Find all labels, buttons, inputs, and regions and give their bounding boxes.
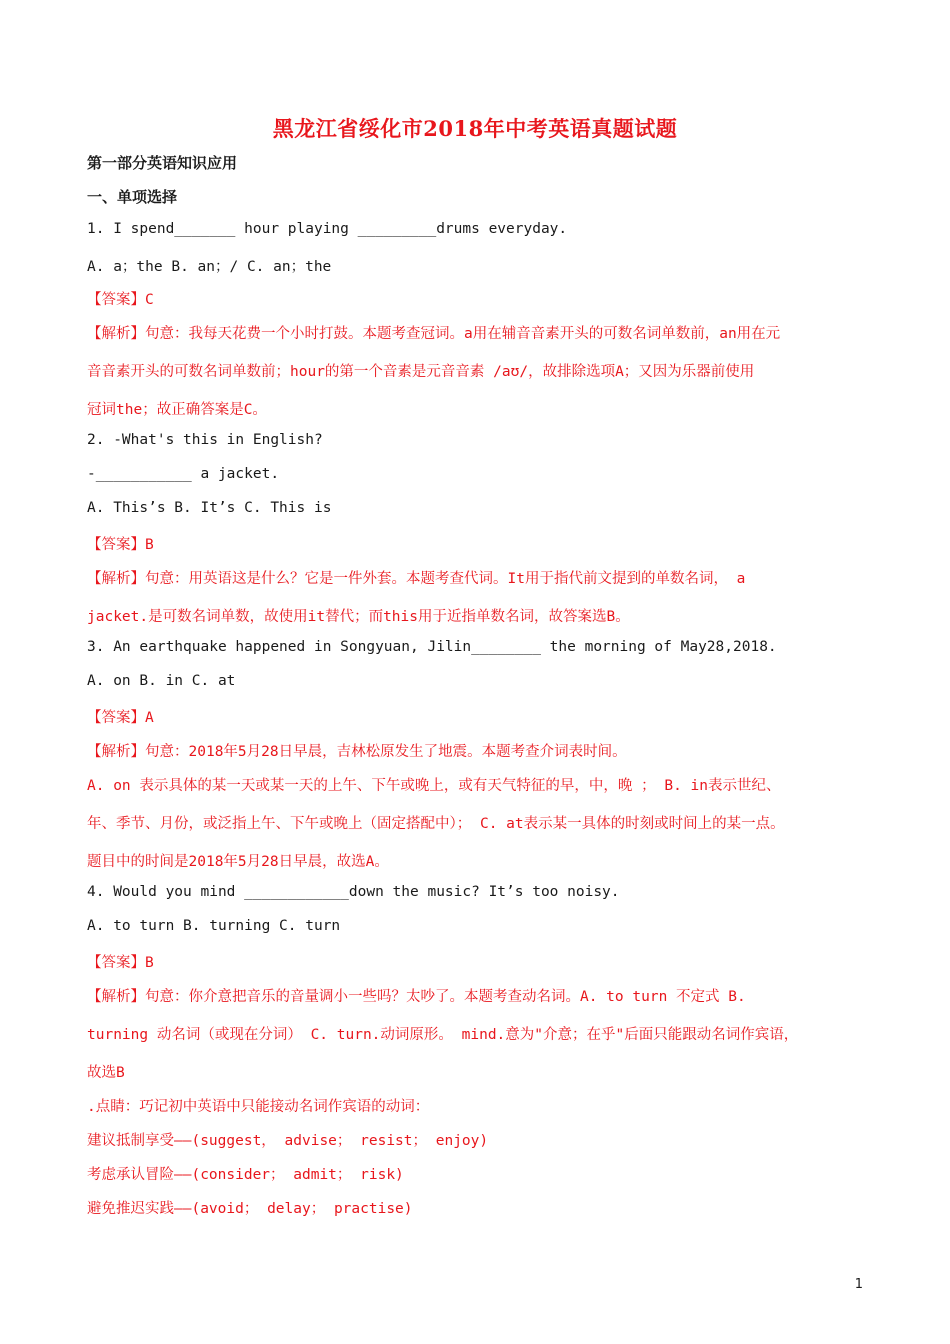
q1-options: A. a；the B. an；/ C. an；the [87,259,332,275]
q3-analysis-line1: 【解析】句意：2018年5月28日早晨，吉林松原发生了地震。本题考查介词表时间。 [87,744,627,760]
q4-analysis-line1: 【解析】句意：你介意把音乐的音量调小一些吗？太吵了。本题考查动名词。A. to turn 不定式 B. [87,989,746,1005]
q3-analysis-line4: 题目中的时间是2018年5月28日早晨，故选A。 [87,854,389,870]
document-title: 黑龙江省绥化市2018年中考英语真题试题 [272,116,678,141]
q4-tip-heading: .点睛：巧记初中英语中只能接动名词作宾语的动词： [87,1099,430,1115]
part-heading: 第一部分英语知识应用 [87,154,238,172]
q3-stem: 3. An earthquake happened in Songyuan, Jilin________ the morning of May28,2018. [87,639,777,655]
q3-analysis-line3: 年、季节、月份，或泛指上午、下午或晚上（固定搭配中）； C. at表示某一具体的时刻或时间上的某一点。 [87,816,785,832]
q1-stem: 1. I spend_______ hour playing _________drums everyday. [87,221,568,237]
q4-tip-line3: 避免推迟实践——(avoid； delay； practise) [87,1201,413,1217]
q4-answer: 【答案】B [87,955,154,971]
q1-answer: 【答案】C [87,292,154,308]
q4-stem: 4. Would you mind ____________down the music? It’s too noisy. [87,884,620,900]
q3-options: A. on B. in C. at [87,673,236,689]
page-number: 1 [854,1277,863,1292]
section-heading: 一、单项选择 [87,188,178,206]
q4-tip-line2: 考虑承认冒险——(consider； admit； risk) [87,1167,404,1183]
q1-analysis-line2: 音音素开头的可数名词单数前；hour的第一个音素是元音音素 /aʊ/，故排除选项A；又因为乐器前使用 [87,364,755,380]
q4-analysis-line3: 故选B [87,1065,125,1081]
q4-options: A. to turn B. turning C. turn [87,918,341,934]
q4-tip-line1: 建议抵制享受——(suggest， advise； resist； enjoy) [87,1133,489,1149]
q2-answer: 【答案】B [87,537,154,553]
q3-answer: 【答案】A [87,710,154,726]
q1-analysis-line3: 冠词the；故正确答案是C。 [87,402,267,418]
q2-stem-line2: -___________ a jacket. [87,466,280,482]
q4-analysis-line2: turning 动名词（或现在分词） C. turn.动词原形。 mind.意为"介意；在乎"后面只能跟动名词作宾语， [87,1027,799,1043]
q2-analysis-line2: jacket.是可数名词单数，故使用it替代；而this用于近指单数名词，故答案选B。 [87,609,630,625]
q1-analysis-line1: 【解析】句意：我每天花费一个小时打鼓。本题考查冠词。a用在辅音音素开头的可数名词单数前，an用在元 [87,326,781,342]
q2-analysis-line1: 【解析】句意：用英语这是什么？它是一件外套。本题考查代词。It用于指代前文提到的单数名词， a [87,571,746,587]
q2-stem: 2. -What's this in English? [87,432,323,448]
q2-options: A. This’s B. It’s C. This is [87,500,332,516]
q3-analysis-line2: A. on 表示具体的某一天或某一天的上午、下午或晚上，或有天气特征的早，中，晚 ； B. in表示世纪、 [87,778,781,794]
